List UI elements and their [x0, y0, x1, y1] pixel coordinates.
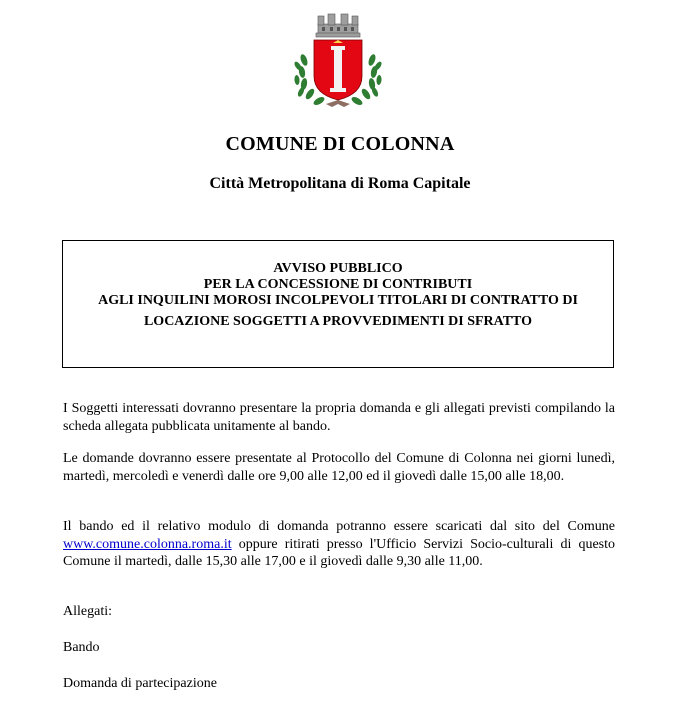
- notice-line-4: LOCAZIONE SOGGETTI A PROVVEDIMENTI DI SFRATTO: [143, 314, 533, 329]
- paragraph-submission: I Soggetti interessati dovranno presentare la propria domanda e gli allegati previsti compilando la scheda allegata pubblicata unitamente al bando.: [63, 401, 615, 434]
- notice-box: [62, 240, 614, 368]
- download-text-before: Il bando ed il relativo modulo di domanda potranno essere scaricati dal sito del Comune: [63, 519, 615, 534]
- paragraph-office-hours: Le domande dovranno essere presentate al Protocollo del Comune di Colonna nei giorni lunedì, martedì, mercoledì e venerdì dalle ore 9,00 alle 12,00 ed il giovedì dalle 15,00 alle 18,00.: [63, 451, 615, 484]
- attachment-item: Bando: [63, 640, 100, 655]
- municipality-title: COMUNE DI COLONNA: [225, 133, 455, 155]
- paragraph-download: [63, 518, 615, 571]
- attachment-item: Domanda di partecipazione: [63, 676, 217, 691]
- notice-heading: [63, 261, 613, 330]
- notice-line-2: PER LA CONCESSIONE DI CONTRIBUTI: [203, 277, 473, 292]
- coat-of-arms-icon: [292, 10, 384, 110]
- region-subtitle: Città Metropolitana di Roma Capitale: [209, 175, 471, 192]
- notice-line-1: AVVISO PUBBLICO: [273, 261, 403, 276]
- attachments-heading: Allegati:: [63, 604, 112, 619]
- notice-line-3: AGLI INQUILINI MOROSI INCOLPEVOLI TITOLARI DI CONTRATTO DI: [98, 293, 578, 308]
- website-link[interactable]: www.comune.colonna.roma.it: [63, 536, 232, 552]
- download-text-after: oppure ritirati presso l'Ufficio Servizi Socio-culturali di questo Comune il martedì, dalle 15,30 alle 17,00 e il giovedì dalle 9,30 alle 11,00.: [63, 536, 615, 569]
